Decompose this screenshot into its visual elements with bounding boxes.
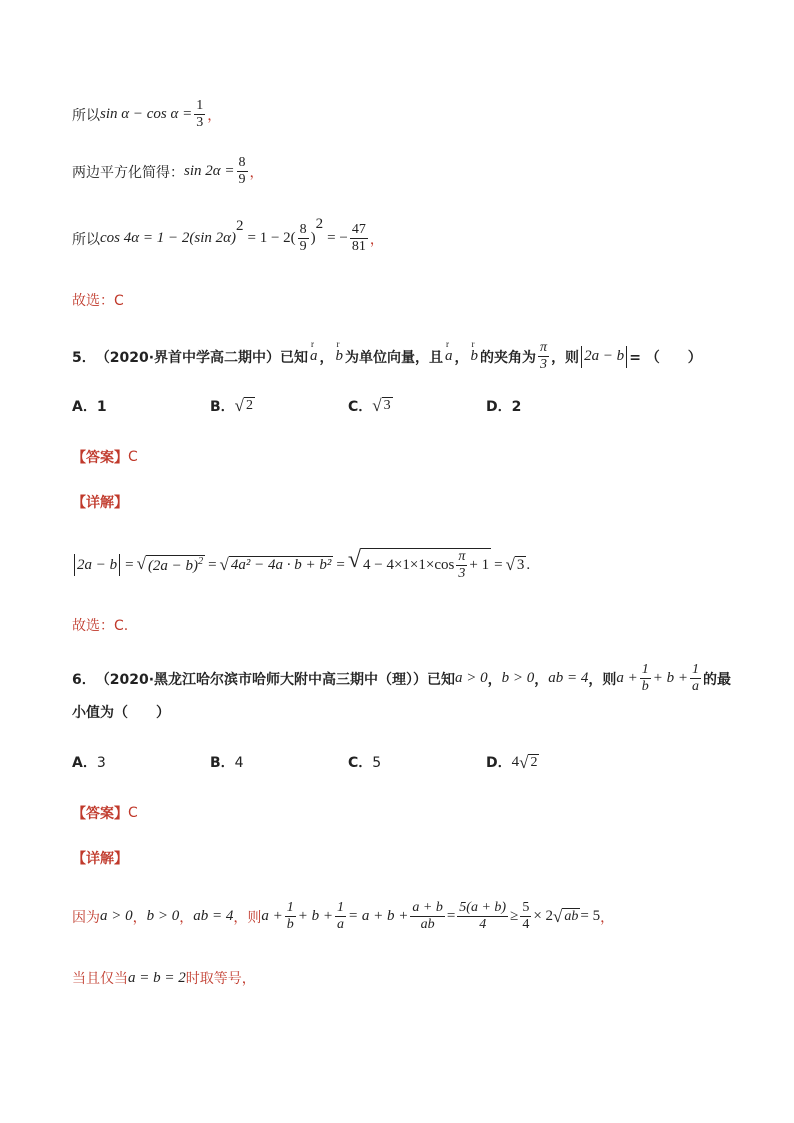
text: 故选：C. xyxy=(72,618,129,634)
period: . xyxy=(526,556,531,573)
exponent: 2 xyxy=(235,218,244,234)
math-expr: + 1 xyxy=(469,557,490,573)
numerator: 5 xyxy=(522,900,530,915)
option-value: 3 xyxy=(96,755,106,771)
math-expr: 4a² − 4a · b + b² xyxy=(230,557,332,573)
radical-icon: √ xyxy=(347,547,362,573)
answer-line xyxy=(72,803,138,823)
denominator: b xyxy=(641,679,649,694)
numerator: 1 xyxy=(286,900,294,915)
choose-line xyxy=(72,615,128,635)
fraction xyxy=(410,900,444,933)
math-expr: sin α − cos α = xyxy=(100,106,193,122)
option-b[interactable] xyxy=(210,396,255,416)
denominator: b xyxy=(286,917,294,932)
option-a[interactable] xyxy=(72,396,107,416)
equals: = xyxy=(125,556,134,573)
sqrt xyxy=(519,754,539,771)
math-expr: sin 2α = xyxy=(184,163,235,179)
option-d[interactable] xyxy=(486,396,521,416)
option-value: 2 xyxy=(246,398,254,413)
math-expr: 2a − b xyxy=(77,556,118,573)
abs-bar xyxy=(626,346,627,368)
option-c[interactable] xyxy=(348,396,393,416)
vector-b: r b xyxy=(336,348,344,365)
option-value: 2 xyxy=(511,399,522,415)
option-label: A． xyxy=(72,399,97,415)
denominator: 9 xyxy=(238,172,246,187)
option-a[interactable] xyxy=(72,752,106,772)
radical-icon: √ xyxy=(372,396,382,415)
denominator: 9 xyxy=(299,239,307,254)
text: 当且仅当 xyxy=(72,971,128,987)
math-expr xyxy=(146,555,205,575)
exponent: 2 xyxy=(315,216,324,232)
option-value: 3 xyxy=(383,398,391,413)
solution-6-line-1 xyxy=(72,900,614,933)
math-expr xyxy=(361,548,491,582)
math-expr: = a + b + xyxy=(348,908,409,924)
option-label: D． xyxy=(486,755,512,771)
sqrt xyxy=(137,555,205,575)
equals: = xyxy=(446,908,456,924)
sqrt xyxy=(553,908,580,925)
sqrt xyxy=(348,548,491,582)
question-text: 已知 xyxy=(280,349,309,366)
equals: = xyxy=(494,556,503,573)
denominator: ab xyxy=(420,917,435,932)
option-label: B． xyxy=(210,399,235,415)
math-expr: (2a − b) xyxy=(147,558,199,574)
exponent: 2 xyxy=(198,556,204,567)
question-text: ， xyxy=(534,671,549,688)
math-expr: cos 4α = 1 − 2(sin 2α) xyxy=(100,230,236,246)
option-b[interactable] xyxy=(210,752,244,772)
denominator: 3 xyxy=(458,566,466,581)
punct: ， xyxy=(369,231,384,248)
numerator: 5(a + b) xyxy=(459,900,507,915)
solution-equation xyxy=(72,548,530,582)
numerator: 1 xyxy=(692,662,700,677)
math-expr: 4 − 4×1×1×cos xyxy=(363,557,455,573)
text: 两边平方化简得： xyxy=(72,164,184,181)
text: 所以 xyxy=(72,107,100,124)
question-5 xyxy=(72,340,702,373)
question-text: 已知 xyxy=(427,671,456,688)
denominator: 4 xyxy=(479,917,487,932)
math-expr: + b + xyxy=(652,670,689,686)
detail-tag: 【详解】 xyxy=(72,495,128,511)
question-text: 小值为（ ） xyxy=(72,705,170,721)
abs-bar xyxy=(74,554,75,576)
vector-a: r a xyxy=(445,348,453,365)
question-text: ， xyxy=(319,349,334,366)
math-expr: + b + xyxy=(297,908,333,924)
sqrt xyxy=(372,397,392,414)
sqrt xyxy=(506,556,527,574)
question-text: ，则 xyxy=(588,671,617,688)
vector-a: r a xyxy=(310,348,318,365)
fraction xyxy=(640,662,651,695)
question-text: ， xyxy=(454,349,469,366)
fraction xyxy=(350,222,368,255)
option-value: 1 xyxy=(96,399,107,415)
punct: ， xyxy=(132,909,147,926)
question-text: = （ ） xyxy=(629,349,702,366)
fraction xyxy=(194,98,205,131)
sqrt xyxy=(220,556,334,574)
math-expr: a + xyxy=(261,908,283,924)
radical-icon: √ xyxy=(234,396,245,415)
math-expr: ab xyxy=(564,909,579,924)
question-source: （2020·黑龙江哈尔滨市哈师大附中高三期中（理）） xyxy=(95,671,428,688)
text: ，则 xyxy=(233,909,262,926)
question-text: 的夹角为 xyxy=(480,349,537,366)
math-expr: 2a − b xyxy=(584,348,625,364)
text: 因为 xyxy=(72,909,100,926)
radical-icon: √ xyxy=(505,555,515,574)
answer-tag: 【答案】 xyxy=(72,450,128,466)
fraction xyxy=(456,549,467,582)
denominator: 4 xyxy=(522,917,530,932)
vector-b: r b xyxy=(471,348,479,365)
fraction xyxy=(285,900,296,933)
geq: ≥ xyxy=(510,908,519,924)
solution-line-2 xyxy=(72,155,264,188)
math-expr: 3 xyxy=(516,557,525,573)
punct: ， xyxy=(179,909,194,926)
punct: ， xyxy=(249,164,264,181)
math-expr: ab = 4 xyxy=(193,908,234,924)
text: 所以 xyxy=(72,231,100,248)
detail-line xyxy=(72,492,128,512)
denominator: a xyxy=(337,917,344,932)
question-text: ，则 xyxy=(551,349,580,366)
answer-tag: 【答案】 xyxy=(72,806,128,822)
punct: ， xyxy=(600,909,615,926)
abs-bar xyxy=(581,346,582,368)
option-label: A． xyxy=(72,755,97,771)
math-expr: = − xyxy=(327,230,348,246)
fraction xyxy=(335,900,346,933)
fraction xyxy=(298,222,309,255)
radical-icon: √ xyxy=(519,752,529,772)
option-value: 4 xyxy=(234,755,244,771)
numerator: 47 xyxy=(351,222,366,237)
option-value: 5 xyxy=(372,755,382,771)
fraction xyxy=(237,155,248,188)
question-number: 6． xyxy=(72,671,96,688)
fraction xyxy=(538,340,549,373)
abs-bar xyxy=(119,554,120,576)
radical-icon: √ xyxy=(553,907,563,926)
solution-line-3 xyxy=(72,216,384,255)
math-expr: = 1 − 2( xyxy=(247,230,296,246)
denominator: 3 xyxy=(540,357,548,372)
close-paren: ) xyxy=(310,230,316,246)
option-label: B． xyxy=(210,755,235,771)
equals: = xyxy=(336,556,345,573)
punct: ， xyxy=(207,107,222,124)
fraction xyxy=(520,900,531,933)
answer-value: C xyxy=(128,805,138,821)
math-expr: b > 0 xyxy=(501,670,535,686)
denominator: 81 xyxy=(351,239,366,254)
option-c[interactable] xyxy=(348,752,381,772)
option-label: D． xyxy=(486,399,512,415)
question-number: 5． xyxy=(72,349,96,366)
detail-tag: 【详解】 xyxy=(72,851,128,867)
numerator: 1 xyxy=(337,900,344,915)
option-d[interactable] xyxy=(486,752,539,772)
choose-line xyxy=(72,290,124,310)
sqrt xyxy=(235,397,255,414)
denominator: 3 xyxy=(196,115,204,130)
answer-line xyxy=(72,447,138,467)
solution-6-line-2 xyxy=(72,968,256,988)
math-expr: a = b = 2 xyxy=(128,969,186,986)
numerator: 1 xyxy=(641,662,649,677)
question-text: ， xyxy=(487,671,502,688)
fraction xyxy=(690,662,701,695)
math-expr: b > 0 xyxy=(146,908,180,924)
numerator: 1 xyxy=(196,98,204,113)
question-source: （2020·界首中学高二期中） xyxy=(95,349,281,366)
equals: = xyxy=(208,556,217,573)
math-expr: × 2 xyxy=(533,908,554,924)
fraction xyxy=(457,900,508,933)
math-expr: a > 0 xyxy=(100,908,133,924)
detail-line xyxy=(72,848,128,868)
answer-value: C xyxy=(128,449,138,465)
radical-icon: √ xyxy=(219,555,229,574)
math-expr: = 5 xyxy=(580,908,601,924)
question-6-line-2 xyxy=(72,702,170,722)
numerator: π xyxy=(540,340,548,355)
numerator: a + b xyxy=(412,900,443,915)
option-label: C． xyxy=(348,755,373,771)
math-expr: ab = 4 xyxy=(548,670,589,686)
math-expr: a > 0 xyxy=(455,670,488,686)
question-text: 的最 xyxy=(703,671,732,688)
denominator: a xyxy=(692,679,700,694)
question-6 xyxy=(72,662,731,695)
math-expr: a + xyxy=(616,670,638,686)
numerator: 8 xyxy=(299,222,307,237)
numerator: π xyxy=(458,549,466,564)
option-label: C． xyxy=(348,399,373,415)
numerator: 8 xyxy=(238,155,246,170)
radical-icon: √ xyxy=(136,554,146,573)
text: 时取等号， xyxy=(185,971,256,987)
text: 故选：C xyxy=(72,293,124,309)
option-value: 2 xyxy=(530,754,538,770)
question-text: 为单位向量，且 xyxy=(345,349,444,366)
option-value: 4 xyxy=(511,753,520,770)
solution-line-1 xyxy=(72,98,221,131)
